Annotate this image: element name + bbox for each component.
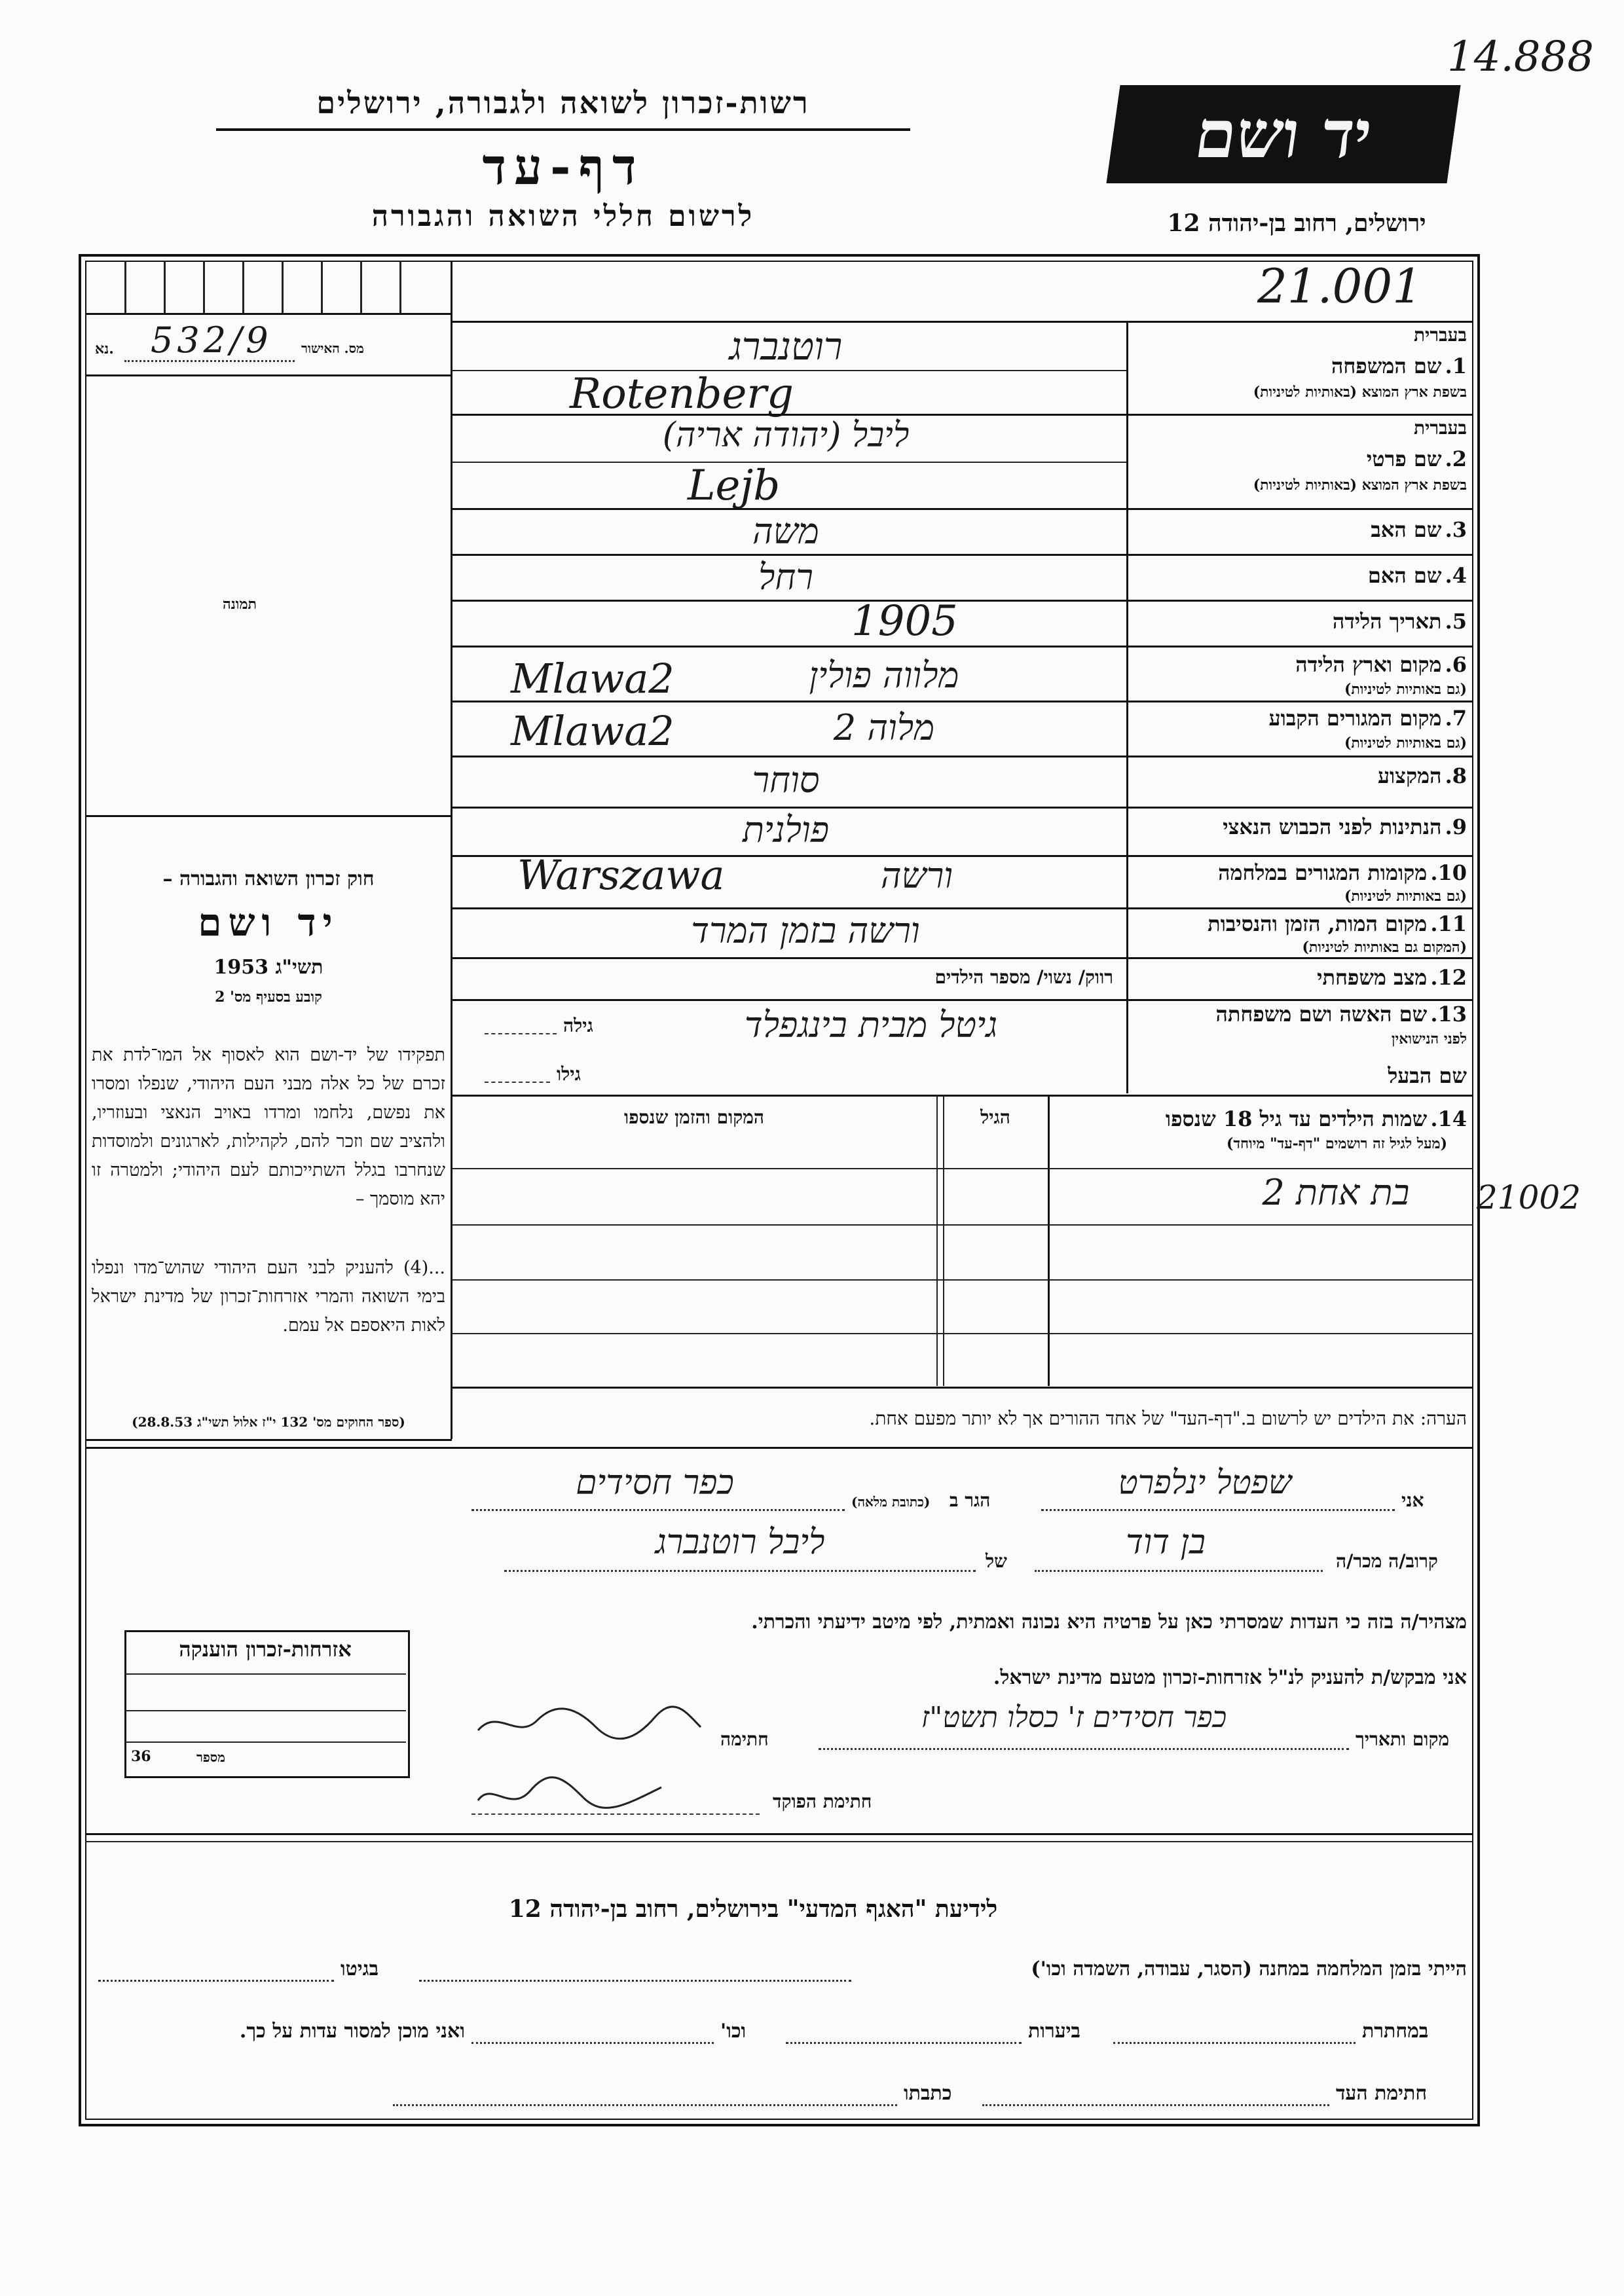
field-13-husband-age-label: גילו [557,1063,581,1085]
corner-number: 14.888 [1447,33,1594,81]
field-7-label: 7. מקום המגורים הקבוע [1268,706,1467,731]
children-sub: (מעל לגיל זה רושמים "דף-עד" מיוחד) [1227,1135,1447,1152]
declarant-address-hint: (כתובת מלאה) [851,1494,931,1510]
note-bottom [85,1447,1473,1449]
form-subtitle: לרשום חללי השואה והגבורה [371,200,755,233]
field-6-value-latin: Mlawa2 [511,655,674,702]
children-bottom [452,1387,1473,1389]
field-13-age-label: גילה [563,1015,593,1036]
field-2-lang: בעברית [1413,417,1467,439]
law-paragraph-1: תפקידו של יד-ושם הוא לאסוף אל המו־לדת את זכרם של כל אלה מבני העם היהודי, שנפלו ומסרו את נפשם, נלחמו ומרדו באויב הנאצי ובעוזריו, ולהציב שם וזכר להם, לקהילות, לארגונים ולמוסדות שנחרבו בגלל השתייכותם לעם היהודי; ולמטרה זו יהא מוסמך – [92,1045,445,1209]
children-row-line [452,1168,1473,1169]
field-1-label: 1. שם המשפחה [1331,354,1467,378]
citizenship-line [124,1741,406,1743]
info-forest-line [786,2042,1022,2044]
signature-label: חתימה [720,1728,769,1750]
citizenship-line [124,1710,406,1711]
field-4-value: רחל [758,556,813,598]
cell-divider [360,261,362,313]
header-address: ירושלים, רחוב בן-יהודה 12 [1167,210,1426,237]
info-etc-line [471,2042,714,2044]
field-5-label: 5. תאריך הלידה [1332,609,1467,634]
left-column-divider [451,261,452,1439]
official-line [471,1813,760,1815]
children-row-1: בת אחת 2 [1262,1172,1410,1213]
field-12-value: רווק/ נשוי/ מספר הילדים [934,966,1113,988]
declarant-relation-label: קרוב/ה מכר/ה [1336,1550,1438,1572]
photo-bottom [85,815,452,817]
law-clause: קובע בסעיף מס' 2 [215,989,322,1006]
field-3-value: משה [752,511,819,552]
approval-top [85,313,452,315]
row-line [452,370,1126,371]
law-paragraph-2: ...(4) להעניק לבני העם היהודי שהוש־מדו ונפלו בימי השואה והמרי אזרחות־זכרון של מדינת ישראל לאות היאספם אל עמם. [92,1258,445,1336]
signature-scribble [471,1701,707,1747]
field-12-label: 12. מצב משפחתי [1317,965,1467,990]
field-11-value: ורשה בזמן המרד [691,910,920,951]
row-line [452,1095,1473,1097]
field-4-label: 4. שם האם [1367,563,1467,588]
info-witness-sign-line [982,2104,1329,2106]
info-underground-label: במחתרת [1362,2020,1429,2043]
official-label: חתימת הפוקד [773,1791,872,1812]
field-2-value: ליבל (יהודה אריה) [662,416,910,455]
declarant-name: שפטל ינלפרט [1118,1463,1292,1501]
row-line [452,508,1473,510]
citizenship-title: אזרחות-זכרון הוענקה [179,1637,352,1662]
sheet-row-bottom [452,321,1473,323]
request-text: אני מבקש/ת להעניק לנ"ל אזרחות-זכרון מטעם מדינת ישראל. [993,1666,1467,1689]
info-address-line [393,2104,897,2106]
info-camp-line [419,1980,851,1982]
row-line [452,907,1473,909]
info-ghetto-label: בגיטו [341,1958,379,1980]
field-1-lang: בעברית [1413,324,1467,346]
field-10-label: 10. מקומות המגורים במלחמה [1218,860,1467,885]
row-line [452,807,1473,809]
note-text: הערה: את הילדים יש לרשום ב."דף-העד" של אחד ההורים אך לא יותר מפעם אחת. [869,1408,1467,1429]
law-source: (ספר החוקים מס' 132 י"ז אלול תשי"ג 28.8.53) [132,1414,405,1430]
row-line [452,999,1473,1001]
field-8-value: סוחר [752,759,820,801]
children-col-age: הגיל [980,1106,1010,1128]
approval-prefix: נא. [95,340,114,357]
law-title: חוק זכרון השואה והגבורה – [162,867,375,890]
row-line [452,701,1473,702]
photo-label: תמונה [223,596,257,613]
declarant-relation: בן דוד [1126,1523,1206,1562]
children-row-line [452,1333,1473,1334]
children-col-right [1048,1095,1050,1386]
field-7-value: מלוה 2 [833,707,935,748]
field-10-sub: (גם באותיות לטיניות) [1344,888,1467,905]
declarant-relation-line [1035,1570,1323,1572]
declarant-resident-label: הגר ב [950,1489,991,1511]
field-7-value-latin: Mlawa2 [511,707,674,755]
info-address-label: כתבתו [904,2082,952,2105]
cell-divider [164,261,166,313]
declarant-name-line [1041,1509,1395,1511]
declarant-of-name: ליבל רוטנברג [655,1523,825,1562]
place-date-value: כפר חסידים ז' כסלו תשט"ז [921,1701,1227,1734]
field-10-value: ורשה [880,855,953,896]
cell-divider [242,261,244,313]
field-6-label: 6. מקום וארץ הלידה [1295,652,1467,677]
row-line [452,756,1473,757]
field-13-label: 13. שם האשה ושם משפחתה [1215,1002,1467,1027]
declarant-signature [471,1701,707,1754]
cell-divider [399,261,401,313]
row-line [452,600,1473,602]
children-row-line [452,1224,1473,1226]
info-forest-label: ביערות [1028,2020,1081,2043]
field-13-value: גיטל מבית בינגפלד [744,1004,998,1046]
sheet-number-2: 21002 [1477,1178,1581,1216]
field-13-age-line [485,1033,557,1034]
cell-divider [282,261,284,313]
cell-divider [124,261,126,313]
info-title: לידיעת "האגף המדעי" בירושלים, רחוב בן-יהודה 12 [508,1895,998,1923]
row-line [452,462,1126,463]
children-label: 14. שמות הילדים עד גיל 18 שנספו [1165,1106,1467,1131]
law-year: תשי"ג 1953 [213,956,323,979]
children-col-age-left [936,1095,938,1386]
field-2-label: 2. שם פרטי [1366,446,1467,471]
form-title: דף-עד [482,137,644,196]
info-etc-label: וכו' [720,2020,747,2043]
field-13-sub: לפני הנישואין [1391,1030,1467,1048]
row-line [452,957,1473,959]
row-line [452,646,1473,647]
info-ready-label: ואני מוכן למסור עדות על כך. [239,2020,465,2043]
field-3-label: 3. שם האב [1371,517,1467,542]
declarant-address: כפר חסידים [576,1463,734,1503]
children-col-place: המקום והזמן שנספו [624,1106,764,1128]
field-11-sub: (המקום גם באותיות לטיניות) [1302,939,1467,956]
law-name: יד ושם [198,900,339,945]
authority-title: רשות-זכרון לשואה ולגבורה, ירושלים [316,85,810,120]
declarant-of-label: של [986,1550,1007,1572]
children-col-age-right [943,1095,944,1386]
info-ghetto-line [98,1980,334,1982]
field-2-sub: בשפת ארץ המוצא (באותיות לטיניות) [1253,477,1467,494]
field-13-husband-label: שם הבעל [1388,1063,1467,1088]
info-underground-line [1113,2042,1356,2044]
children-row-line [452,1279,1473,1281]
citizenship-number-label: מספר [196,1749,225,1765]
authority-underline [216,128,910,131]
field-6-sub: (גם באותיות לטיניות) [1344,681,1467,698]
declarant-address-line [471,1509,845,1511]
approval-line [124,360,295,362]
field-11-label: 11. מקום המות, הזמן והנסיבות [1208,911,1467,936]
citizenship-line [124,1673,406,1675]
label-column-divider [1126,321,1128,1093]
field-9-value: פולנית [742,809,830,850]
row-line [452,554,1473,556]
info-camp-label: הייתי בזמן המלחמה במחנה (הסגר, עבודה, השמדה וכו') [1031,1958,1467,1980]
yad-vashem-logo: יד ושם [1106,85,1460,183]
field-5-value: 1905 [851,597,958,646]
place-date-line [819,1748,1349,1750]
field-7-sub: (גם באותיות לטיניות) [1344,735,1467,752]
field-1-sub: בשפת ארץ המוצא (באותיות לטיניות) [1253,384,1467,401]
cell-divider [321,261,323,313]
info-top [85,1833,1473,1835]
place-date-label: מקום ותאריך [1356,1728,1450,1750]
field-1-value-latin: Rotenberg [570,370,794,418]
declarant-of-line [504,1570,976,1572]
approval-bottom [85,374,452,376]
cell-divider [203,261,205,313]
field-6-value: מלווה פולין [809,655,959,696]
info-top-2 [85,1841,1473,1842]
citizenship-number: 36 [131,1748,151,1765]
sheet-number: 21.001 [1257,259,1422,314]
field-9-label: 9. הנתינות לפני הכבוש הנאצי [1223,814,1467,839]
field-13-husband-age-line [485,1082,550,1083]
approval-label: מס. האישור [301,340,364,356]
field-1-value: רוטנברג [729,324,843,369]
field-8-label: 8. המקצוע [1377,763,1467,788]
declaration-text: מצהיר/ה בזה כי העדות שמסרתי כאן על פרטיה היא נכונה ואמתית, לפי מיטב ידיעתי והכרתי. [751,1611,1467,1633]
info-witness-sign-label: חתימת העד [1336,2082,1428,2105]
approval-number: 532/9 [151,319,272,361]
declarant-i-label: אני [1401,1489,1424,1511]
field-10-value-latin: Warszawa [517,851,725,899]
law-bottom [85,1439,452,1441]
field-2-value-latin: Lejb [688,462,781,510]
